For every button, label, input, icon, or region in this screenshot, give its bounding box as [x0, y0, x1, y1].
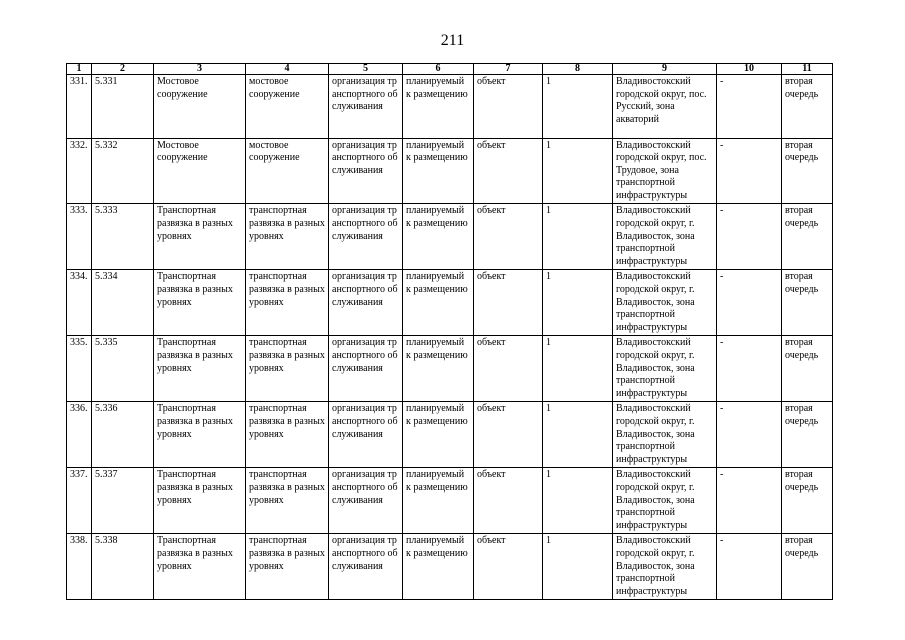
location-cell: Владивостокский городской округ, г. Владивосток, зона транспортной инфраструктуры [613, 204, 717, 270]
page-number: 211 [440, 32, 465, 49]
purpose-cell: организация транспортного обслуживания [329, 270, 403, 336]
count-cell: 1 [543, 75, 613, 139]
object-name-cell: Транспортная развязка в разных уровнях [154, 468, 246, 534]
row-number-cell: 332. [67, 138, 92, 204]
object-type-cell: транспортная развязка в разных уровнях [246, 534, 329, 600]
object-type-cell: транспортная развязка в разных уровнях [246, 402, 329, 468]
object-name-cell: Транспортная развязка в разных уровнях [154, 534, 246, 600]
kind-cell: объект [474, 138, 543, 204]
status-cell: планируемый к размещению [403, 270, 474, 336]
column-header: 3 [154, 64, 246, 75]
purpose-cell: организация транспортного обслуживания [329, 138, 403, 204]
zone-cell: - [717, 534, 782, 600]
kind-cell: объект [474, 75, 543, 139]
stage-cell: вторая очередь [782, 204, 833, 270]
stage-cell: вторая очередь [782, 336, 833, 402]
row-number-cell: 334. [67, 270, 92, 336]
count-cell: 1 [543, 468, 613, 534]
object-code-cell: 5.332 [92, 138, 154, 204]
object-code-cell: 5.335 [92, 336, 154, 402]
row-number-cell: 337. [67, 468, 92, 534]
column-header: 8 [543, 64, 613, 75]
object-code-cell: 5.337 [92, 468, 154, 534]
column-header: 9 [613, 64, 717, 75]
zone-cell: - [717, 138, 782, 204]
location-cell: Владивостокский городской округ, пос. Трудовое, зона транспортной инфраструктуры [613, 138, 717, 204]
zone-cell: - [717, 336, 782, 402]
location-cell: Владивостокский городской округ, г. Владивосток, зона транспортной инфраструктуры [613, 402, 717, 468]
count-cell: 1 [543, 204, 613, 270]
object-code-cell: 5.334 [92, 270, 154, 336]
stage-cell: вторая очередь [782, 468, 833, 534]
object-type-cell: мостовое сооружение [246, 138, 329, 204]
zone-cell: - [717, 402, 782, 468]
count-cell: 1 [543, 336, 613, 402]
location-cell: Владивостокский городской округ, г. Владивосток, зона транспортной инфраструктуры [613, 534, 717, 600]
object-name-cell: Транспортная развязка в разных уровнях [154, 336, 246, 402]
zone-cell: - [717, 75, 782, 139]
count-cell: 1 [543, 138, 613, 204]
purpose-cell: организация транспортного обслуживания [329, 204, 403, 270]
row-number-cell: 331. [67, 75, 92, 139]
table-row [67, 468, 833, 534]
stage-cell: вторая очередь [782, 534, 833, 600]
column-header: 11 [782, 64, 833, 75]
status-cell: планируемый к размещению [403, 534, 474, 600]
object-name-cell: Транспортная развязка в разных уровнях [154, 204, 246, 270]
stage-cell: вторая очередь [782, 75, 833, 139]
object-code-cell: 5.336 [92, 402, 154, 468]
kind-cell: объект [474, 468, 543, 534]
purpose-cell: организация транспортного обслуживания [329, 336, 403, 402]
status-cell: планируемый к размещению [403, 75, 474, 139]
status-cell: планируемый к размещению [403, 402, 474, 468]
purpose-cell: организация транспортного обслуживания [329, 75, 403, 139]
column-header: 4 [246, 64, 329, 75]
table-row [67, 402, 833, 468]
stage-cell: вторая очередь [782, 270, 833, 336]
location-cell: Владивостокский городской округ, г. Владивосток, зона транспортной инфраструктуры [613, 468, 717, 534]
row-number-cell: 338. [67, 534, 92, 600]
count-cell: 1 [543, 402, 613, 468]
table-row [67, 270, 833, 336]
object-name-cell: Транспортная развязка в разных уровнях [154, 270, 246, 336]
stage-cell: вторая очередь [782, 402, 833, 468]
status-cell: планируемый к размещению [403, 204, 474, 270]
table-row [67, 75, 833, 139]
purpose-cell: организация транспортного обслуживания [329, 534, 403, 600]
purpose-cell: организация транспортного обслуживания [329, 468, 403, 534]
kind-cell: объект [474, 402, 543, 468]
object-code-cell: 5.333 [92, 204, 154, 270]
object-name-cell: Мостовое сооружение [154, 138, 246, 204]
object-type-cell: транспортная развязка в разных уровнях [246, 336, 329, 402]
status-cell: планируемый к размещению [403, 138, 474, 204]
zone-cell: - [717, 468, 782, 534]
row-number-cell: 333. [67, 204, 92, 270]
stage-cell: вторая очередь [782, 138, 833, 204]
table-row [67, 204, 833, 270]
zone-cell: - [717, 270, 782, 336]
purpose-cell: организация транспортного обслуживания [329, 402, 403, 468]
kind-cell: объект [474, 270, 543, 336]
location-cell: Владивостокский городской округ, пос. Русский, зона акваторий [613, 75, 717, 139]
table-row [67, 336, 833, 402]
kind-cell: объект [474, 204, 543, 270]
column-header: 10 [717, 64, 782, 75]
row-number-cell: 335. [67, 336, 92, 402]
location-cell: Владивостокский городской округ, г. Владивосток, зона транспортной инфраструктуры [613, 270, 717, 336]
location-cell: Владивостокский городской округ, г. Владивосток, зона транспортной инфраструктуры [613, 336, 717, 402]
column-header: 2 [92, 64, 154, 75]
object-type-cell: транспортная развязка в разных уровнях [246, 468, 329, 534]
object-code-cell: 5.331 [92, 75, 154, 139]
object-name-cell: Мостовое сооружение [154, 75, 246, 139]
status-cell: планируемый к размещению [403, 336, 474, 402]
column-header: 6 [403, 64, 474, 75]
status-cell: планируемый к размещению [403, 468, 474, 534]
object-type-cell: транспортная развязка в разных уровнях [246, 204, 329, 270]
object-type-cell: транспортная развязка в разных уровнях [246, 270, 329, 336]
object-code-cell: 5.338 [92, 534, 154, 600]
zone-cell: - [717, 204, 782, 270]
column-header: 1 [67, 64, 92, 75]
column-header: 5 [329, 64, 403, 75]
table-row [67, 534, 833, 600]
column-header: 7 [474, 64, 543, 75]
count-cell: 1 [543, 270, 613, 336]
object-name-cell: Транспортная развязка в разных уровнях [154, 402, 246, 468]
table-row [67, 138, 833, 204]
table-header-row [67, 64, 833, 75]
kind-cell: объект [474, 534, 543, 600]
row-number-cell: 336. [67, 402, 92, 468]
object-type-cell: мостовое сооружение [246, 75, 329, 139]
objects-table [66, 63, 833, 600]
count-cell: 1 [543, 534, 613, 600]
kind-cell: объект [474, 336, 543, 402]
